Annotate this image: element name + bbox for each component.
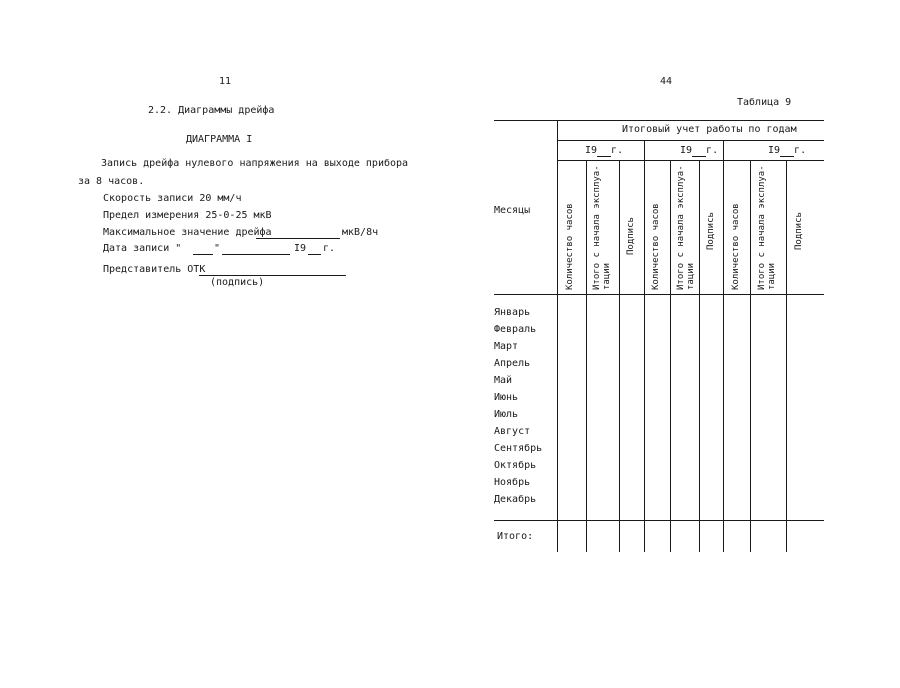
recording-speed: Скорость записи 20 мм/ч — [103, 193, 242, 204]
month-row-label: Июнь — [494, 392, 519, 403]
month-row-label: Февраль — [494, 324, 537, 335]
col-rule-2 — [619, 160, 620, 552]
max-drift-unit: мкВ/8ч — [342, 227, 379, 238]
col-hours-3: Количество часов — [731, 203, 741, 290]
year-label-2: I9 г. — [680, 145, 719, 156]
col-since-start-2b: тации — [686, 262, 696, 290]
month-row-label: Август — [494, 426, 531, 437]
date-year-blank — [308, 254, 321, 255]
intro-line-2: за 8 часов. — [78, 176, 145, 187]
year-header-rule — [557, 160, 824, 161]
date-label: Дата записи " — [103, 243, 182, 254]
table-top-rule — [494, 120, 824, 121]
col-since-start-3a: Итого с начала эксплуа- — [757, 165, 767, 290]
col-rule-1 — [586, 160, 587, 552]
table-label: Таблица 9 — [737, 97, 792, 108]
max-drift-blank — [256, 238, 340, 239]
month-row-label: Март — [494, 341, 519, 352]
col-hours-2: Количество часов — [651, 203, 661, 290]
month-row-label: Апрель — [494, 358, 531, 369]
month-row-label: Май — [494, 375, 513, 386]
right-page-number: 44 — [660, 76, 673, 87]
otk-label: Представитель ОТК — [103, 264, 206, 275]
year-rule-1 — [644, 140, 645, 552]
month-row-label: Июль — [494, 409, 519, 420]
col-since-start-2a: Итого с начала эксплуа- — [676, 165, 686, 290]
date-month-blank — [222, 254, 290, 255]
otk-signature-blank — [199, 275, 346, 276]
col-rule-5 — [750, 160, 751, 552]
col-rule-4 — [699, 160, 700, 552]
year-label-3: I9 г. — [768, 145, 807, 156]
months-header: Месяцы — [494, 205, 531, 216]
months-column-rule — [557, 120, 558, 552]
col-signature-3: Подпись — [794, 212, 804, 250]
col-signature-1: Подпись — [626, 217, 636, 255]
month-row-label: Октябрь — [494, 460, 537, 471]
col-signature-2: Подпись — [706, 212, 716, 250]
month-row-label: Декабрь — [494, 494, 537, 505]
max-drift-label: Максимальное значение дрейфа — [103, 227, 272, 238]
total-label: Итого: — [497, 531, 534, 542]
group-header-rule — [557, 140, 824, 141]
month-row-label: Январь — [494, 307, 531, 318]
date-year-suffix: г. — [323, 243, 336, 254]
total-row-rule — [494, 520, 824, 521]
date-day-blank — [193, 254, 213, 255]
col-since-start-3b: тации — [767, 262, 777, 290]
date-year-prefix: I9 — [294, 243, 307, 254]
col-rule-6 — [786, 160, 787, 552]
measurement-range: Предел измерения 25-0-25 мкВ — [103, 210, 272, 221]
month-row-label: Сентябрь — [494, 443, 543, 454]
group-header: Итоговый учет работы по годам — [622, 124, 797, 135]
date-quote: " — [214, 243, 221, 254]
left-page-number: 11 — [219, 76, 232, 87]
year-label-1: I9 г. — [585, 145, 624, 156]
diagram-title: ДИАГРАММА I — [186, 134, 253, 145]
header-bottom-rule — [494, 294, 824, 295]
col-hours-1: Количество часов — [565, 203, 575, 290]
month-row-label: Ноябрь — [494, 477, 531, 488]
section-title: 2.2. Диаграммы дрейфа — [148, 105, 275, 116]
col-rule-3 — [670, 160, 671, 552]
col-since-start-1a: Итого с начала эксплуа- — [592, 165, 602, 290]
signature-caption: (подпись) — [210, 277, 265, 288]
intro-line-1: Запись дрейфа нулевого напряжения на выходе прибора — [101, 158, 409, 169]
year-rule-2 — [723, 140, 724, 552]
col-since-start-1b: тации — [602, 262, 612, 290]
